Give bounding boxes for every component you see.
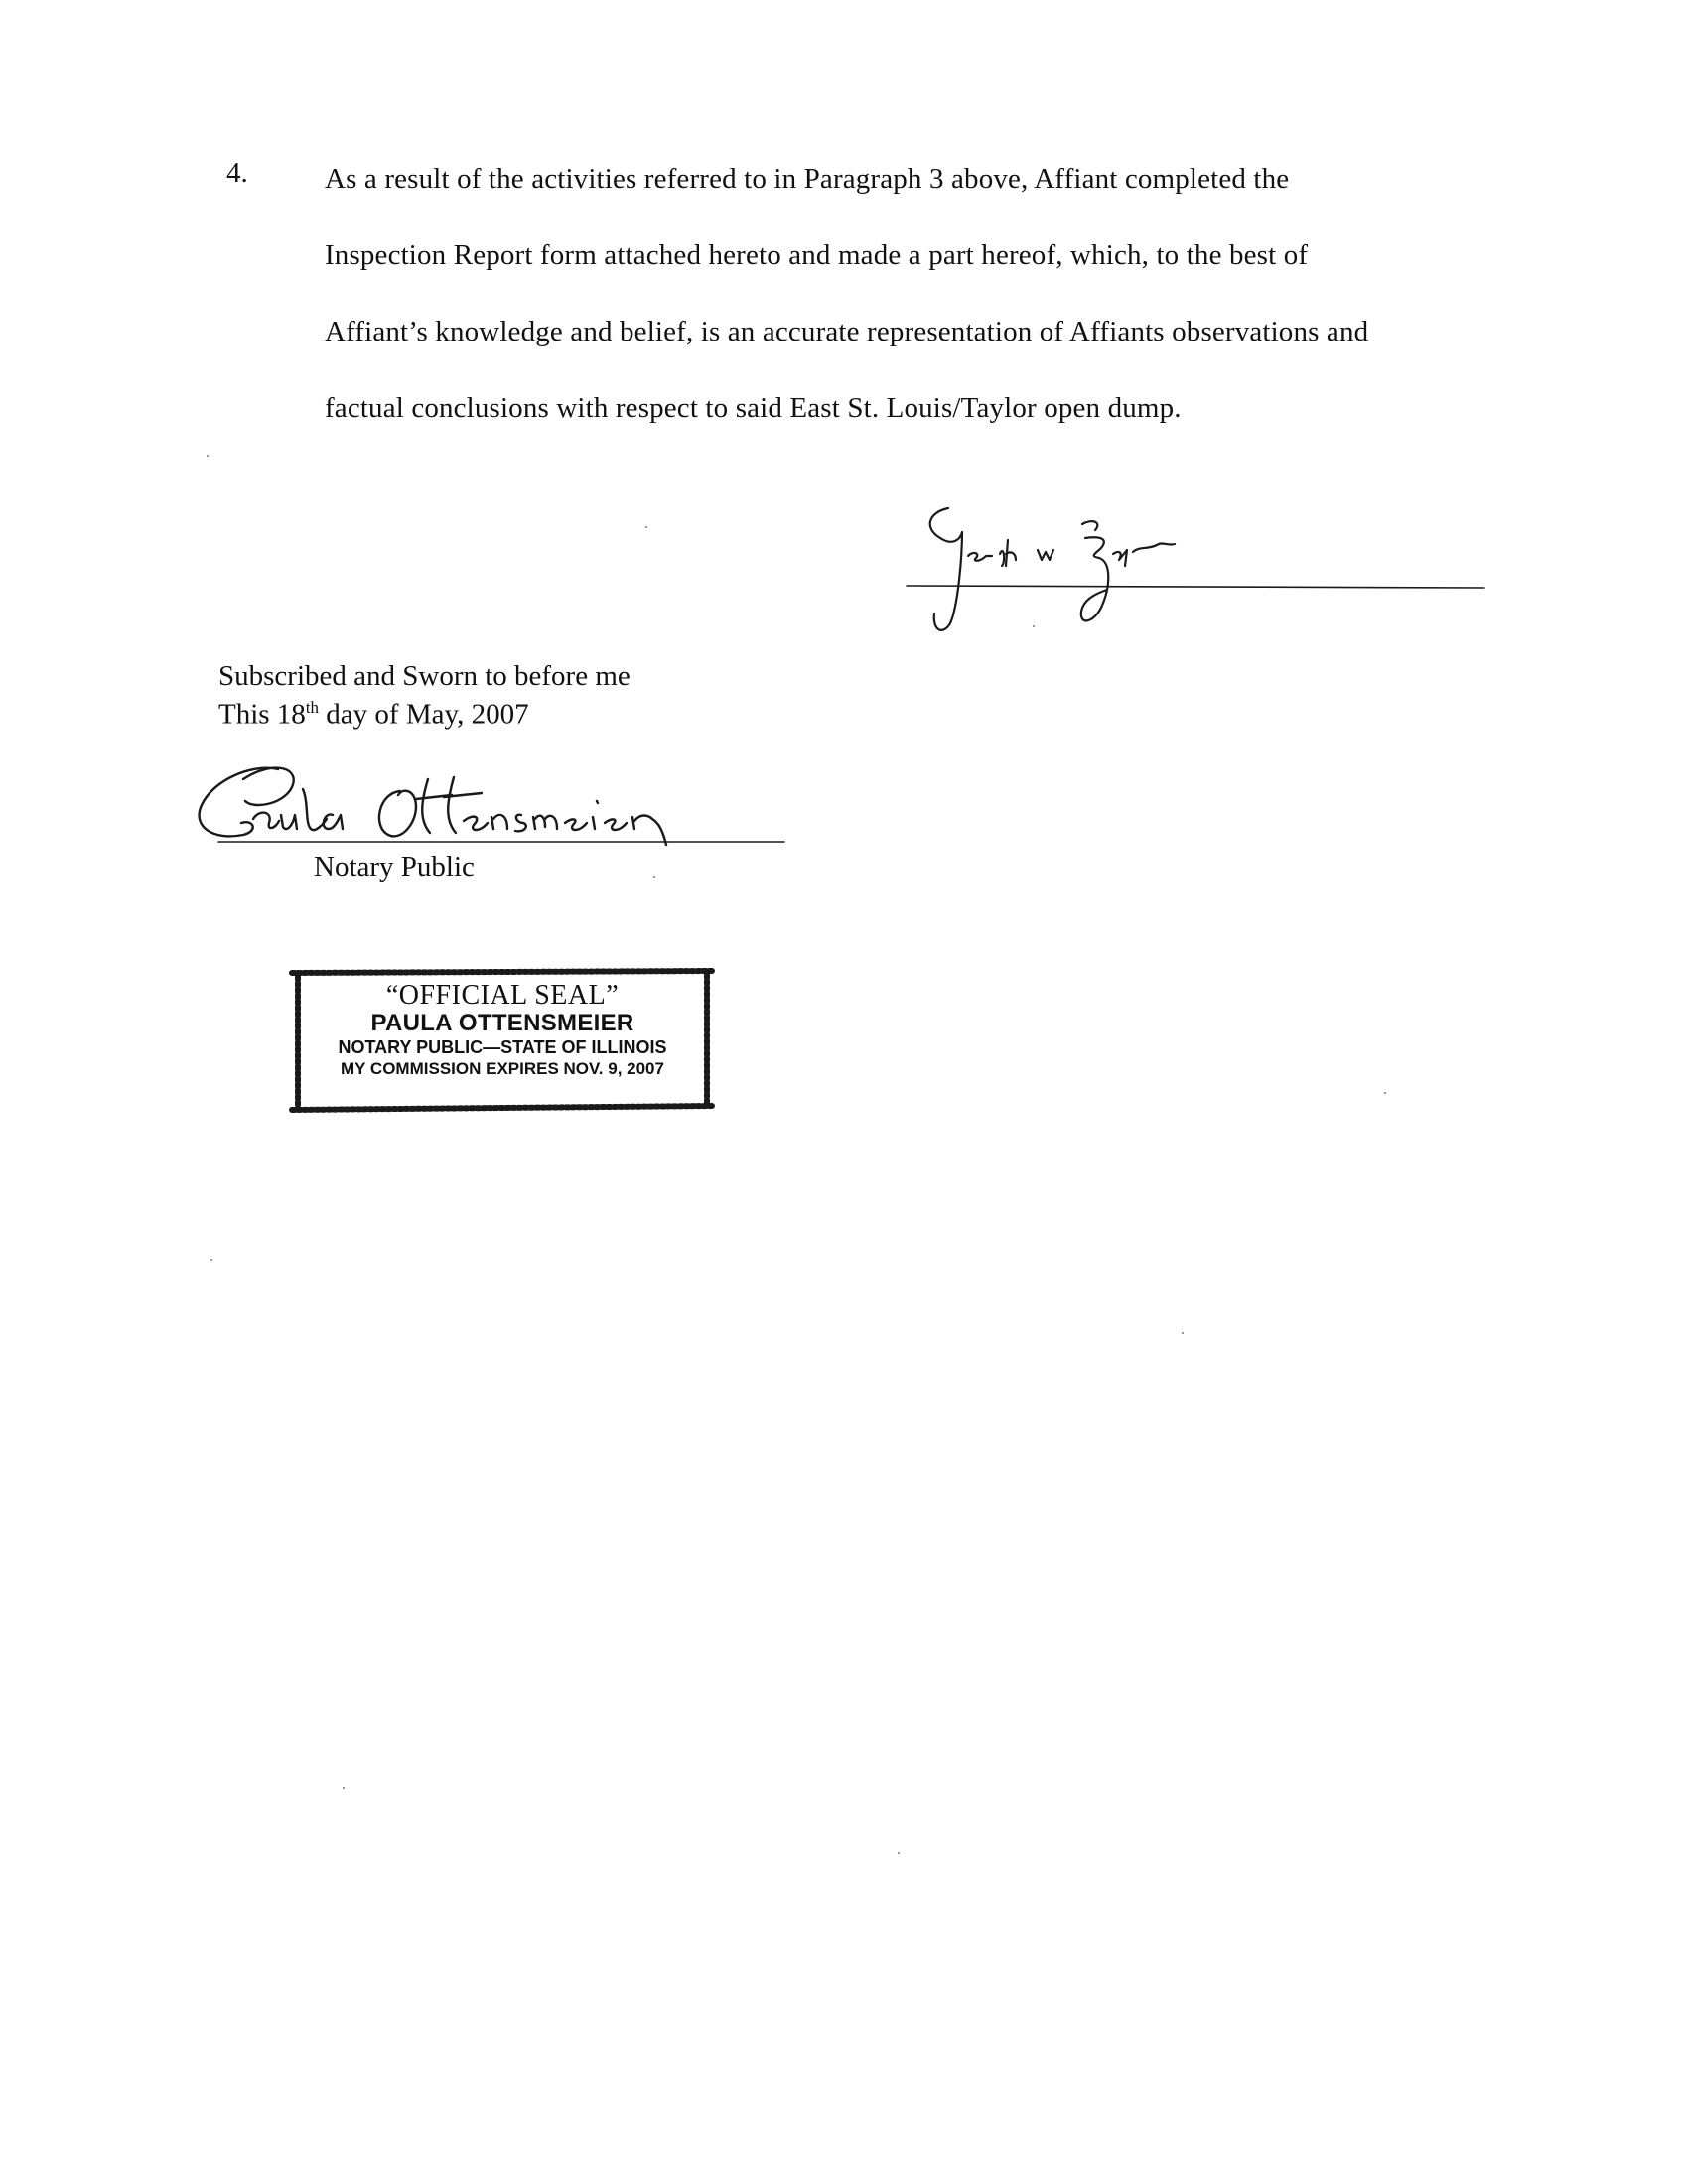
notary-signature (184, 750, 804, 859)
scan-speck (1384, 1092, 1386, 1094)
seal-state: NOTARY PUBLIC—STATE OF ILLINOIS (338, 1037, 667, 1057)
paragraph-line-1: As a result of the activities referred to in Paragraph 3 above, Affiant completed the (325, 163, 1290, 195)
seal-text-block (310, 981, 695, 1100)
scan-speck (645, 526, 647, 528)
paragraph-line-4: factual conclusions with respect to said East St. Louis/Taylor open dump. (325, 392, 1182, 424)
scan-speck (1033, 625, 1035, 627)
seal-expires: MY COMMISSION EXPIRES NOV. 9, 2007 (341, 1059, 664, 1078)
paragraph-line-2: Inspection Report form attached hereto and made a part hereof, which, to the best of (325, 239, 1309, 271)
jurat-date-suffix: day of May, 2007 (319, 698, 529, 731)
scan-speck (898, 1852, 900, 1854)
jurat-date-ordinal: th (305, 698, 320, 717)
scan-speck (343, 1787, 345, 1789)
jurat-line-2 (218, 698, 529, 732)
scan-speck (653, 876, 655, 878)
seal-name: PAULA OTTENSMEIER (370, 1010, 634, 1036)
jurat-line-1: Subscribed and Sworn to before me (218, 660, 631, 692)
official-seal-stamp (288, 967, 717, 1114)
scan-speck (1182, 1332, 1184, 1334)
paragraph-number: 4. (226, 157, 248, 189)
jurat-date-prefix: This 18 (218, 698, 306, 731)
paragraph-line-3: Affiant’s knowledge and belief, is an accurate representation of Affiants observations and (325, 316, 1369, 347)
scan-speck (210, 1259, 212, 1261)
notary-public-label: Notary Public (314, 851, 475, 883)
seal-title: “OFFICIAL SEAL” (385, 980, 620, 1011)
affiant-signature (889, 496, 1504, 645)
scan-speck (207, 455, 209, 457)
